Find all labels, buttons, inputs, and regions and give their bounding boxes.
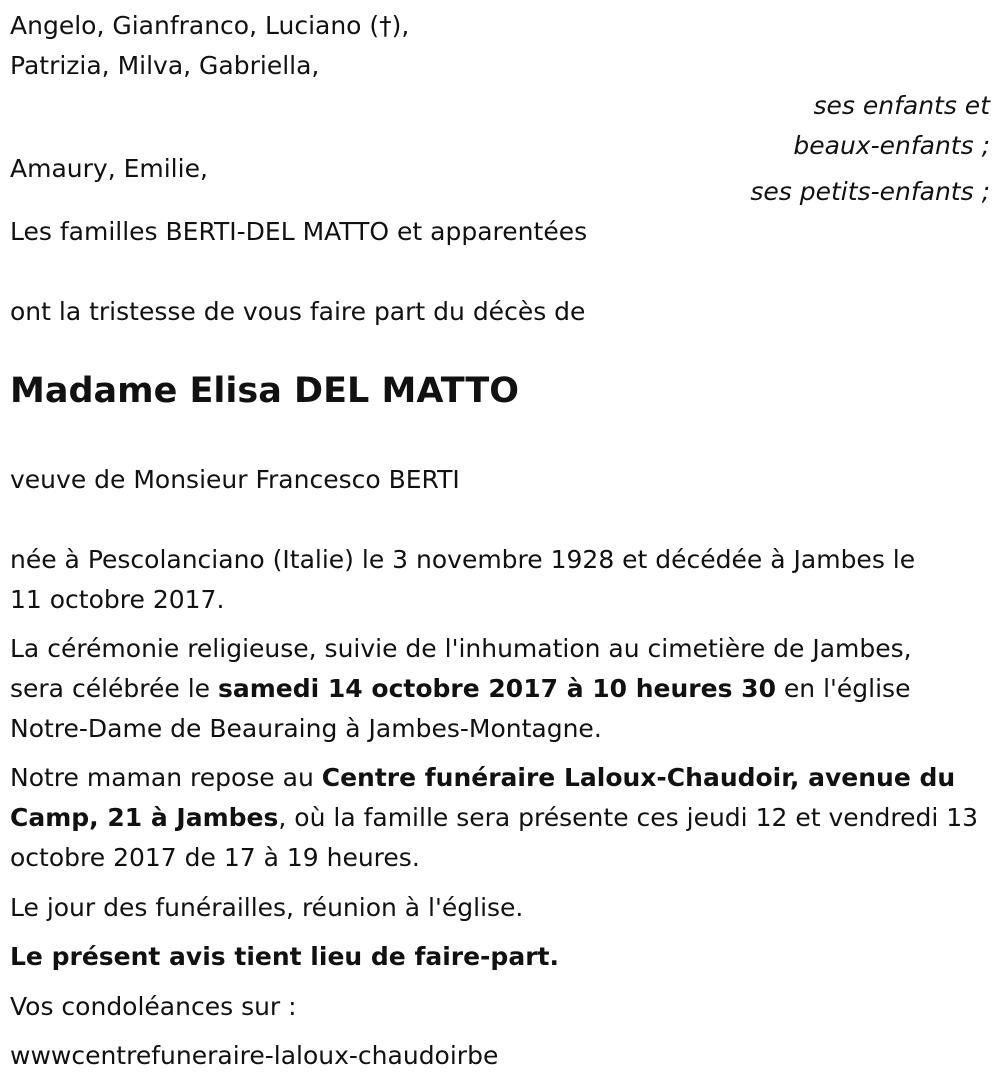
children-role-line1: ses enfants et (813, 91, 990, 120)
funeral-center-address: Camp, 21 à Jambes (10, 803, 279, 832)
children-names-line1: Angelo, Gianfranco, Luciano (†), (10, 11, 410, 40)
deceased-name: Madame Elisa DEL MATTO (10, 371, 520, 411)
ceremony-date-time: samedi 14 octobre 2017 à 10 heures 30 (217, 674, 776, 703)
announcement-text: ont la tristesse de vous faire part du décès de (10, 297, 586, 326)
funeral-day-note: Le jour des funérailles, réunion à l'église. (10, 893, 524, 922)
condolences-link[interactable]: wwwcentrefuneraire-laloux-chaudoirbe (10, 1041, 499, 1070)
families-line: Les familles BERTI-DEL MATTO et apparentées (10, 217, 588, 246)
ceremony-line2-suffix: en l'église (775, 674, 911, 703)
birth-death-line1: née à Pescolanciano (Italie) le 3 novembre 1928 et décédée à Jambes le (10, 545, 916, 574)
funeral-center-name: Centre funéraire Laloux-Chaudoir, avenue du (321, 763, 956, 792)
rest-line3: octobre 2017 de 17 à 19 heures. (10, 843, 420, 872)
grandchildren-role: ses petits-enfants ; (750, 177, 990, 206)
widow-of: veuve de Monsieur Francesco BERTI (10, 465, 460, 494)
grandchildren-names: Amaury, Emilie, (10, 154, 208, 183)
ceremony-line1: La cérémonie religieuse, suivie de l'inhumation au cimetière de Jambes, (10, 634, 912, 663)
ceremony-line3: Notre-Dame de Beauraing à Jambes-Montagne. (10, 714, 602, 743)
birth-death-line2: 11 octobre 2017. (10, 585, 225, 614)
rest-line1-prefix: Notre maman repose au (10, 763, 322, 792)
rest-line1 (10, 758, 990, 798)
ceremony-line2-prefix: sera célébrée le (10, 674, 218, 703)
children-names-line2: Patrizia, Milva, Gabriella, (10, 51, 320, 80)
rest-line2 (10, 798, 990, 838)
children-role-line2: beaux-enfants ; (793, 131, 990, 160)
notice-text: Le présent avis tient lieu de faire-part. (10, 942, 559, 971)
rest-line2-suffix: , où la famille sera présente ces jeudi 12 et vendredi 13 (278, 803, 979, 832)
condolences-label: Vos condoléances sur : (10, 992, 297, 1021)
ceremony-line2 (10, 669, 990, 709)
